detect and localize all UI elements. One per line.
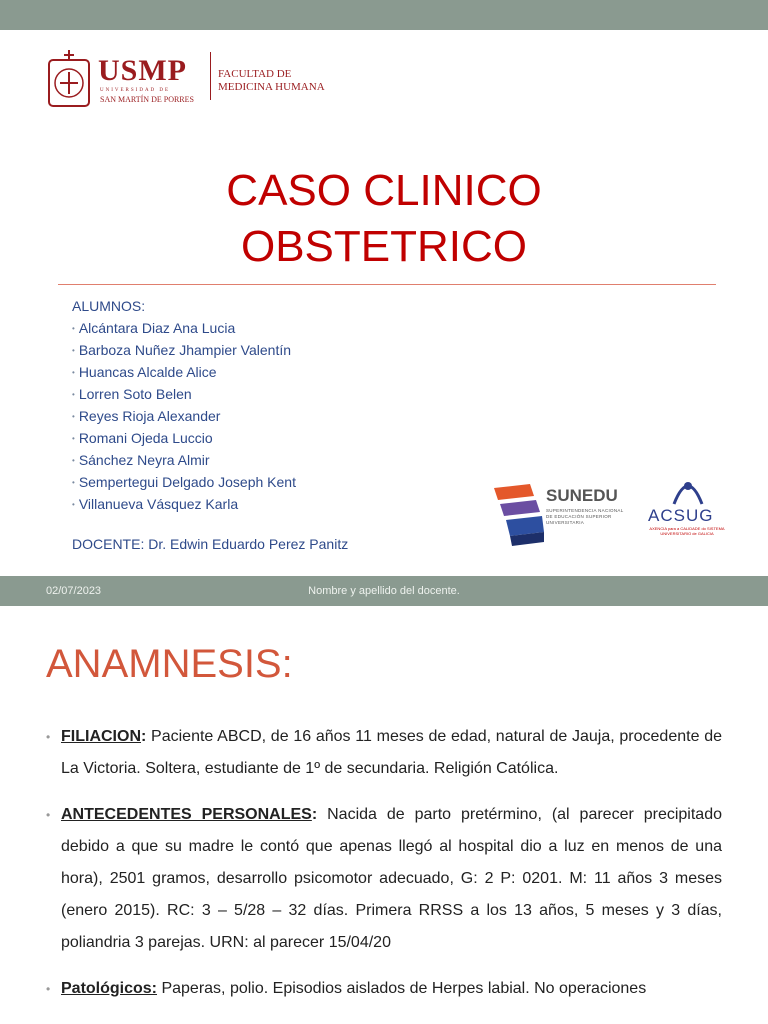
slide-title-line1: CASO CLINICO	[226, 166, 542, 215]
anamnesis-heading: ANAMNESIS:	[46, 642, 293, 686]
acsug-logo	[642, 474, 732, 550]
faculty-name: FACULTAD DE MEDICINA HUMANA	[218, 68, 325, 93]
usmp-name: USMP	[98, 54, 187, 87]
student-item: • Villanueva Vásquez Karla	[72, 494, 296, 516]
student-item: • Barboza Nuñez Jhampier Valentín	[72, 340, 296, 362]
title-divider	[58, 284, 716, 285]
sunedu-sub: SUPERINTENDENCIA NACIONAL DE EDUCACIÓN SUPERIOR UNIVERSITARIA	[546, 508, 624, 525]
title-slide	[0, 30, 768, 576]
student-item: • Huancas Alcalde Alice	[72, 362, 296, 384]
student-item: • Alcántara Diaz Ana Lucia	[72, 318, 296, 340]
acsug-name: ACSUG	[648, 506, 714, 525]
students-list	[72, 296, 296, 516]
filiacion-text: Paciente ABCD, de 16 años 11 meses de edad, natural de Jauja, procedente de La Victoria. Soltera, estudiante de 1º de secundaria. Religión Católica.	[61, 728, 722, 777]
filiacion-label: FILIACION	[61, 728, 141, 745]
slide-title-line2: OBSTETRICO	[240, 222, 528, 271]
student-item: • Reyes Rioja Alexander	[72, 406, 296, 428]
docente-line: DOCENTE: Dr. Edwin Eduardo Perez Panitz	[72, 536, 349, 552]
antecedentes-paragraph: • ANTECEDENTES PERSONALES: Nacida de parto pretérmino, (al parecer precipitado debido a que su madre le contó que apenas llegó al hospital dio a luz en menos de una hora), 2501 gramos, desarrollo psicomotor adecuado, G: 2 P: 0201. M: 11 años 3 meses (enero 2015). RC: 3 – 5/28 – 32 días. Primera RRSS a los 13 años, 5 meses y 3 días, poliandria 3 parejas. URN: al parecer 15/04/20	[46, 799, 722, 959]
filiacion-paragraph: • FILIACION: Paciente ABCD, de 16 años 11 meses de edad, natural de Jauja, procedente de La Victoria. Soltera, estudiante de 1º de secundaria. Religión Católica.	[46, 721, 722, 785]
student-item: • Sempertegui Delgado Joseph Kent	[72, 472, 296, 494]
patologicos-text: Paperas, polio. Episodios aislados de Herpes labial. No operaciones	[157, 980, 647, 997]
footer-docente-name: Nombre y apellido del docente.	[308, 585, 460, 597]
usmp-sub1: UNIVERSIDAD DE	[100, 88, 171, 93]
sunedu-logo	[490, 482, 630, 548]
usmp-logo	[46, 48, 346, 112]
sunedu-name: SUNEDU	[546, 486, 618, 505]
usmp-sub2: SAN MARTÍN DE PORRES	[100, 95, 194, 104]
acsug-emblem-icon	[668, 474, 708, 508]
logo-divider	[210, 52, 211, 100]
slide-footer	[0, 576, 768, 606]
patologicos-label: Patológicos:	[61, 980, 158, 997]
antecedentes-text: Nacida de parto pretérmino, (al parecer precipitado debido a que su madre le contó que apenas llegó al hospital dio a luz en menos de una hora), 2501 gramos, desarrollo psicomotor adecuado, G: 2 P: 0201. M: 11 años 3 meses (enero 2015). RC: 3 – 5/28 – 32 días. Primera RRSS a los 13 años, 5 meses y 3 días, poliandria 3 parejas. URN: al parecer 15/04/20	[61, 806, 722, 951]
acsug-sub: AXENCIA para a CALIDADE do SISTEMA UNIVERSITARIO de GALICIA	[649, 526, 725, 536]
student-item: • Lorren Soto Belen	[72, 384, 296, 406]
anamnesis-slide	[0, 606, 768, 1024]
sunedu-cubes-icon	[490, 482, 546, 548]
anamnesis-body	[46, 721, 722, 1019]
footer-date: 02/07/2023	[46, 585, 102, 597]
students-label: ALUMNOS:	[72, 298, 146, 314]
slide-top-bar	[0, 0, 768, 30]
student-item: • Romani Ojeda Luccio	[72, 428, 296, 450]
antecedentes-label: ANTECEDENTES PERSONALES	[61, 806, 312, 823]
patologicos-paragraph	[46, 973, 722, 1005]
usmp-crest-icon	[46, 48, 92, 110]
student-item: • Sánchez Neyra Almir	[72, 450, 296, 472]
